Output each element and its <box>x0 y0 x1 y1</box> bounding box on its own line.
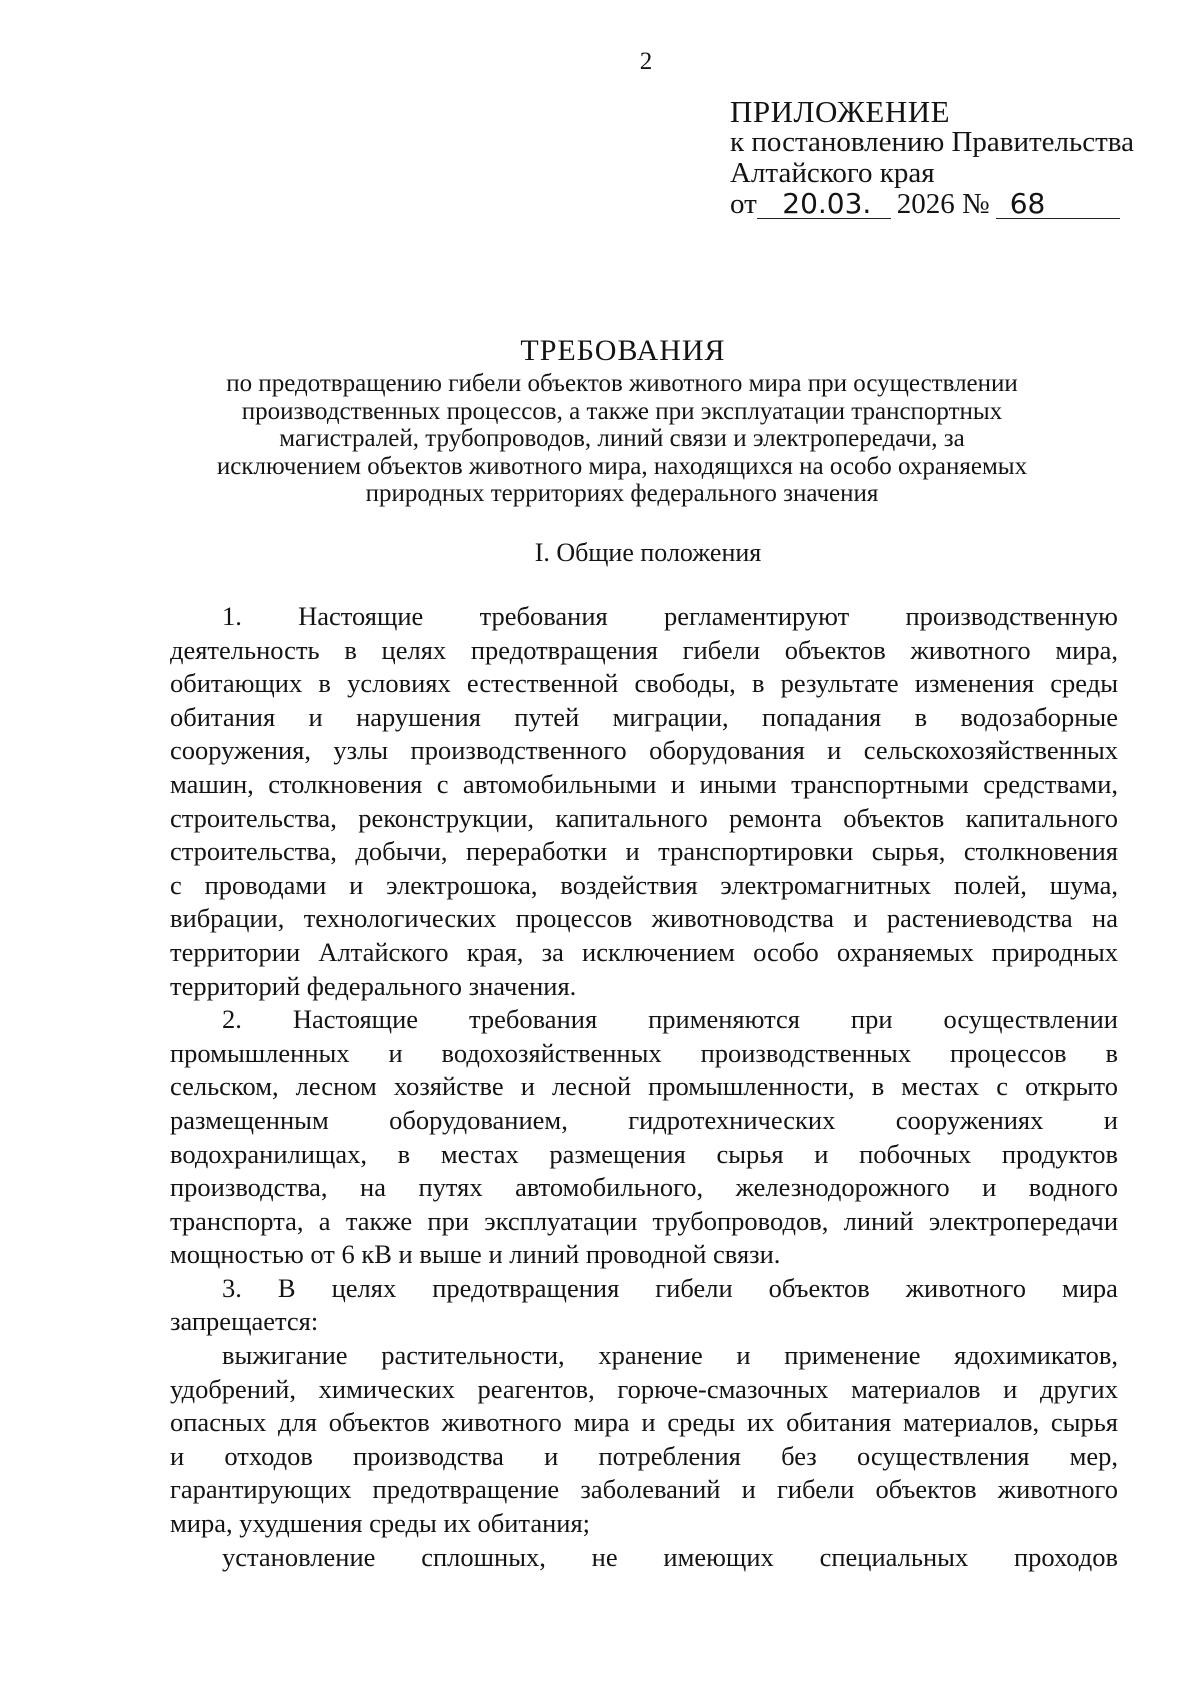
paragraph-p1 <box>170 600 1118 1003</box>
paragraph-line: строительства, добычи, переработки и транспортировки сырья, столкновения <box>170 836 1118 867</box>
word: 1. <box>222 601 242 631</box>
paragraph-line <box>170 1440 1118 1474</box>
paragraph-line: запрещается: <box>170 1306 319 1337</box>
paragraph-line <box>170 1272 1118 1306</box>
word: 3. <box>222 1272 242 1303</box>
paragraph-line: удобрений, химических реагентов, горюче-смазочных материалов и других <box>170 1373 1118 1404</box>
word: целях <box>331 1272 397 1303</box>
word: и <box>170 1440 185 1471</box>
subtitle-line: природных территориях федерального значения <box>365 480 879 507</box>
paragraph-line: производства, на путях автомобильного, железнодорожного и водного <box>170 1172 1118 1203</box>
word: установление <box>222 1541 376 1572</box>
word: потребления <box>598 1440 741 1471</box>
paragraph-line: территории Алтайского края, за исключением особо охраняемых природных <box>170 936 1118 967</box>
appendix-date-line <box>730 189 1170 220</box>
word: мира <box>1061 1272 1118 1303</box>
subtitle-line: производственных процессов, а также при эксплуатации транспортных <box>241 397 1003 425</box>
subtitle-line: по предотвращению гибели объектов животного мира при осуществлении <box>226 370 1018 397</box>
word: оборудованием, <box>389 1104 568 1135</box>
word: и <box>1103 1104 1118 1135</box>
paragraph-line: машин, столкновения с автомобильными и иными транспортными средствами, <box>170 768 1118 799</box>
appendix-from-label: от <box>730 188 757 220</box>
paragraph-p2 <box>170 1003 1118 1272</box>
word: объектов <box>768 1272 870 1303</box>
word: производства <box>353 1440 504 1471</box>
paragraph-line: гарантирующих предотвращение заболеваний и гибели объектов животного <box>170 1474 1118 1505</box>
word: мер, <box>1069 1440 1118 1471</box>
word: предотвращения <box>432 1272 620 1303</box>
paragraph-line: вибрации, технологических процессов животноводства и растениеводства на <box>170 903 1118 934</box>
word: применяются <box>648 1004 800 1035</box>
appendix-date-field <box>757 187 891 220</box>
word: животного <box>905 1272 1026 1303</box>
word: гидротехнических <box>628 1104 836 1135</box>
paragraph-line: обитающих в условиях естественной свободы, в результате изменения среды <box>170 668 1118 699</box>
appendix-number-field <box>996 187 1120 220</box>
paragraph-line: транспорта, а также при эксплуатации трубопроводов, линий электропередачи <box>170 1205 1118 1236</box>
appendix-title: ПРИЛОЖЕНИЕ <box>730 94 951 129</box>
document-title-subtitle <box>44 370 1200 508</box>
appendix-number: 68 <box>1009 187 1046 220</box>
word: осуществления <box>856 1440 1030 1471</box>
paragraph-line <box>170 1541 1118 1575</box>
word: специальных <box>819 1541 969 1572</box>
word: не <box>591 1541 618 1572</box>
paragraph-line: опасных для объектов животного мира и среды их обитания материалов, сырья <box>170 1407 1118 1438</box>
appendix-line-resolution: к постановлению Правительства <box>730 126 1134 158</box>
paragraph-line: обитания и нарушения путей миграции, попадания в водозаборные <box>170 701 1118 732</box>
word: сооружениях <box>895 1104 1044 1135</box>
document-body <box>170 600 1118 1574</box>
paragraph-line: сельском, лесном хозяйстве и лесной промышленности, в местах с открыто <box>170 1071 1118 1102</box>
paragraph-line: мощностью от 6 кВ и выше и линий проводной связи. <box>170 1239 781 1270</box>
appendix-line-region: Алтайского края <box>730 157 935 189</box>
word: производственную <box>905 601 1118 631</box>
subtitle-line: магистралей, трубопроводов, линий связи и электропередачи, за <box>279 425 965 452</box>
appendix-year: 2026 № <box>896 188 990 220</box>
paragraph-line: выжигание растительности, хранение и применение ядохимикатов, <box>222 1340 1118 1371</box>
document-title-head: ТРЕБОВАНИЯ <box>520 334 726 367</box>
paragraph-line: с проводами и электрошока, воздействия электромагнитных полей, шума, <box>170 869 1118 900</box>
appendix-date: 20.03. <box>782 187 872 220</box>
word: без <box>781 1440 817 1471</box>
appendix-block <box>730 96 1170 220</box>
paragraph-line: водохранилищах, в местах размещения сырья и побочных продуктов <box>170 1138 1118 1169</box>
paragraph-p4 <box>170 1339 1118 1541</box>
word: Настоящие <box>292 1004 419 1035</box>
page-number: 2 <box>639 48 653 75</box>
word: требования <box>479 601 608 631</box>
word: сплошных, <box>421 1541 546 1572</box>
paragraph-p3 <box>170 1272 1118 1339</box>
word: требования <box>469 1004 598 1035</box>
paragraph-line: промышленных и водохозяйственных производственных процессов в <box>170 1037 1118 1068</box>
paragraph-line: деятельность в целях предотвращения гибели объектов животного мира, <box>170 634 1118 665</box>
paragraph-p5 <box>170 1541 1118 1575</box>
word: проходов <box>1014 1541 1118 1572</box>
paragraph-line: строительства, реконструкции, капитального ремонта объектов капитального <box>170 802 1118 833</box>
word: размещенным <box>170 1104 329 1135</box>
word: отходов <box>224 1440 313 1471</box>
paragraph-line: мира, ухудшения среды их обитания; <box>170 1508 591 1539</box>
word: гибели <box>655 1272 733 1303</box>
word: Настоящие <box>298 601 424 631</box>
paragraph-line: территорий федерального значения. <box>170 970 577 1001</box>
word: регламентируют <box>664 601 850 631</box>
paragraph-line <box>170 600 1118 634</box>
word: имеющих <box>663 1541 774 1572</box>
paragraph-line <box>170 1003 1118 1037</box>
word: 2. <box>222 1004 242 1035</box>
paragraph-line: сооружения, узлы производственного оборудования и сельскохозяйственных <box>170 735 1118 766</box>
word: В <box>277 1272 296 1303</box>
word: при <box>850 1004 893 1035</box>
paragraph-line <box>170 1104 1118 1138</box>
subtitle-line: исключением объектов животного мира, находящихся на особо охраняемых <box>216 452 1028 480</box>
word: осуществлении <box>943 1004 1118 1035</box>
section-heading: I. Общие положения <box>534 538 762 567</box>
word: и <box>544 1440 559 1471</box>
document-title <box>0 334 1200 508</box>
